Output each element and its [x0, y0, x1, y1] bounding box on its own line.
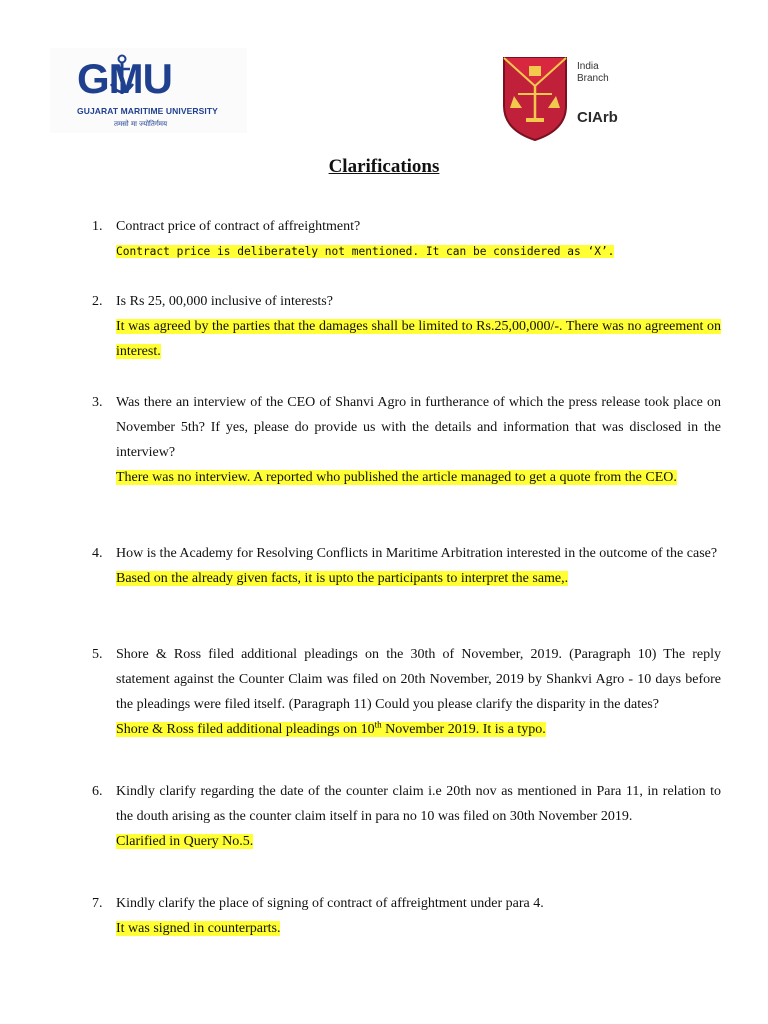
question-text: Was there an interview of the CEO of Shanvi Agro in furtherance of which the press release took place on November 5th? If yes, please do provide us with the details and information that was disclosed in the interview? — [116, 395, 721, 460]
clarification-item-1 — [92, 214, 721, 264]
answer-text — [116, 719, 546, 737]
answer-text: It was signed in counterparts. — [116, 921, 281, 936]
clarification-item-5 — [92, 642, 721, 742]
clarification-item-7 — [92, 891, 721, 941]
item-number: 4. — [92, 546, 103, 561]
item-number: 3. — [92, 395, 103, 410]
item-number: 5. — [92, 647, 103, 662]
question-text: Shore & Ross filed additional pleadings on the 30th of November, 2019. (Paragraph 10) The reply statement against the Counter Claim was filed on 20th November, 2019 by Shankvi Agro - 10 days before the pleadings were filed itself. (Paragraph 11) Could you please clarify the disparity in the dates? — [116, 647, 721, 712]
item-number: 1. — [92, 219, 103, 234]
question-text: Contract price of contract of affreightment? — [116, 219, 361, 234]
question-text: Kindly clarify the place of signing of contract of affreightment under para 4. — [116, 896, 544, 911]
ciarb-brand-name: CIArb — [577, 109, 618, 126]
gmu-motto: तमसो मा ज्योतिर्गमय — [114, 120, 168, 128]
answer-text: It was agreed by the parties that the damages shall be limited to Rs.25,00,000/-. There was no agreement on interest. — [116, 319, 721, 359]
ciarb-branch-label — [577, 61, 609, 85]
page-title: Clarifications — [328, 156, 440, 177]
anchor-icon — [108, 54, 136, 100]
answer-text: Clarified in Query No.5. — [116, 834, 254, 849]
question-text: Kindly clarify regarding the date of the counter claim i.e 20th nov as mentioned in Para 11, in relation to the douth arising as the counter claim itself in para no 10 was filed on 30th November 2019. — [116, 784, 721, 824]
answer-text: There was no interview. A reported who published the article managed to get a quote from the CEO. — [116, 470, 677, 485]
item-number: 7. — [92, 896, 103, 911]
gmu-university-name: GUJARAT MARITIME UNIVERSITY — [77, 106, 218, 116]
clarification-item-2 — [92, 289, 721, 364]
answer-text-part: November 2019. It is a typo. — [381, 722, 546, 737]
gmu-logo — [50, 48, 247, 133]
clarification-item-3 — [92, 390, 721, 490]
question-text: How is the Academy for Resolving Conflicts in Maritime Arbitration interested in the outcome of the case? — [116, 546, 718, 561]
answer-superscript: th — [374, 719, 382, 730]
gmu-logo-letters: GMU — [77, 55, 172, 102]
clarification-item-6 — [92, 779, 721, 854]
ciarb-branch-line2: Branch — [577, 73, 609, 84]
answer-text-part: Shore & Ross filed additional pleadings on 10 — [116, 722, 375, 737]
ciarb-logo — [502, 56, 632, 142]
answer-text: Contract price is deliberately not mentioned. It can be considered as ‘X’. — [116, 245, 615, 258]
ciarb-shield-icon — [502, 56, 568, 142]
question-text: Is Rs 25, 00,000 inclusive of interests? — [116, 294, 333, 309]
ciarb-branch-line1: India — [577, 61, 599, 72]
item-number: 2. — [92, 294, 103, 309]
answer-text: Based on the already given facts, it is upto the participants to interpret the same,. — [116, 571, 569, 586]
item-number: 6. — [92, 784, 103, 799]
clarification-item-4 — [92, 541, 721, 591]
